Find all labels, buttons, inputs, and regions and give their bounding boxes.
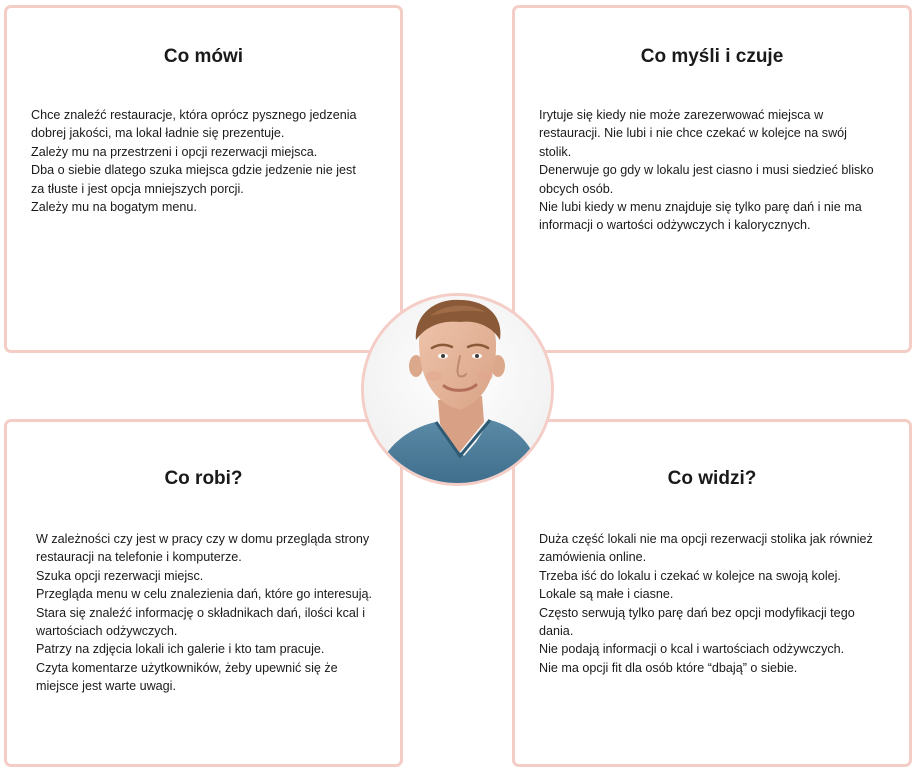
persona-avatar <box>361 293 554 486</box>
says-line: Chce znaleźć restauracje, która oprócz pysznego jedzenia <box>31 108 357 122</box>
card-thinks <box>512 5 912 353</box>
sees-line: Duża część lokali nie ma opcji rezerwacji stolika jak również <box>539 532 873 546</box>
sees-line: Nie ma opcji fit dla osób które “dbają” o siebie. <box>539 660 798 675</box>
card-title-thinks: Co myśli i czuje <box>640 46 784 67</box>
does-line: Patrzy na zdjęcia lokali ich galerie i kto tam pracuje. <box>36 642 325 657</box>
card-body-does <box>36 530 396 696</box>
does-line: Szuka opcji rezerwacji miejsc. <box>36 568 204 583</box>
thinks-line: Irytuje się kiedy nie może zarezerwować miejsca w <box>539 108 824 122</box>
thinks-line: informacji o wartości odżywczych i kalorycznych. <box>539 218 811 233</box>
card-does <box>4 419 403 767</box>
thinks-line: restauracji. Nie lubi i nie chce czekać w kolejce na swój <box>539 126 847 141</box>
thinks-line: Nie lubi kiedy w menu znajduje się tylko parę dań i nie ma <box>539 200 862 215</box>
card-title-does: Co robi? <box>164 468 243 489</box>
thinks-line: obcych osób. <box>539 181 614 196</box>
persona-photo-icon <box>364 296 551 483</box>
card-says <box>4 5 403 353</box>
card-body-sees <box>539 530 909 677</box>
sees-line: dania. <box>539 624 574 639</box>
card-body-says <box>31 106 391 216</box>
says-line: Zależy mu na przestrzeni i opcji rezerwacji miejsca. <box>31 144 318 159</box>
says-line: dobrej jakości, ma lokal ładnie się prezentuje. <box>31 126 285 141</box>
does-line: Przegląda menu w celu znalezienia dań, które go interesują. <box>36 587 373 602</box>
sees-line: Trzeba iść do lokalu i czekać w kolejce na swoją kolej. <box>539 568 841 583</box>
does-line: wartościach odżywczych. <box>36 624 178 639</box>
does-line: miejsce jest warte uwagi. <box>36 679 176 694</box>
card-title-sees: Co widzi? <box>667 468 757 489</box>
does-line: Stara się znaleźć informację o składnikach dań, ilości kcal i <box>36 605 365 620</box>
card-title-says: Co mówi <box>163 46 244 67</box>
does-line: W zależności czy jest w pracy czy w domu przegląda strony <box>36 532 370 546</box>
card-sees <box>512 419 912 767</box>
does-line: restauracji na telefonie i komputerze. <box>36 550 242 565</box>
sees-line: Lokale są małe i ciasne. <box>539 587 674 602</box>
says-line: Zależy mu na bogatym menu. <box>31 200 197 215</box>
does-line: Czyta komentarze użytkowników, żeby upewnić się że <box>36 660 338 675</box>
thinks-line: stolik. <box>539 144 572 159</box>
sees-line: Często serwują tylko parę dań bez opcji modyfikacji tego <box>539 605 855 620</box>
thinks-line: Denerwuje go gdy w lokalu jest ciasno i musi siedzieć blisko <box>539 163 874 178</box>
sees-line: zamówienia online. <box>539 550 647 565</box>
says-line: Dba o siebie dlatego szuka miejsca gdzie jedzenie nie jest <box>31 163 356 178</box>
says-line: za tłuste i jest opcja mniejszych porcji. <box>31 181 244 196</box>
sees-line: Nie podają informacji o kcal i wartościach odżywczych. <box>539 642 845 657</box>
card-body-thinks <box>539 106 899 235</box>
